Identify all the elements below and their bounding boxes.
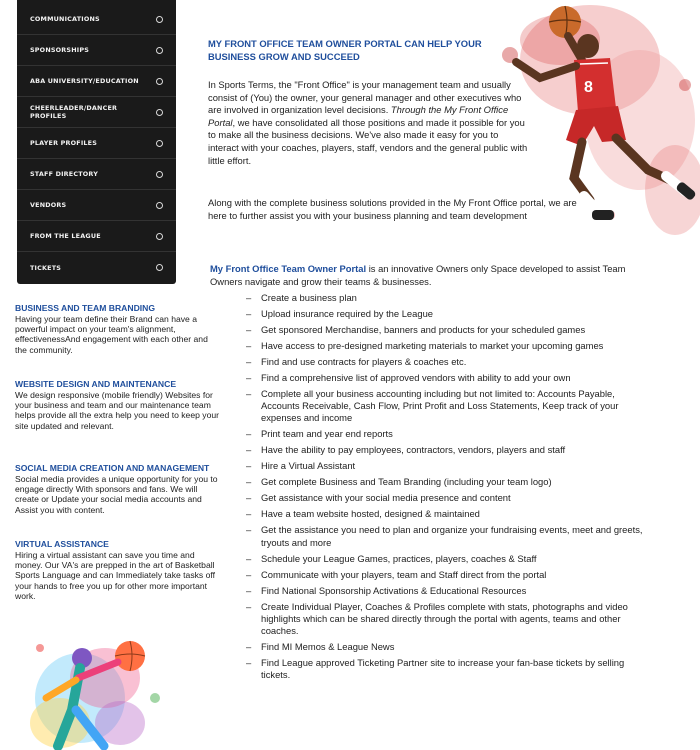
nav-item-label: FROM THE LEAGUE xyxy=(30,232,101,240)
service-text: Hiring a virtual assistant can save you time and money. Our VA's are prepped in the art of Basketball Sports Language and can Immediately take tasks off your hands to free you up for other more important work. xyxy=(15,549,216,602)
nav-item-tickets[interactable] xyxy=(17,252,176,283)
radio-circle-icon xyxy=(156,16,163,23)
intro-paragraph xyxy=(208,79,528,167)
service-website xyxy=(15,379,220,431)
colorful-player-illustration xyxy=(20,628,170,750)
nav-item-label: SPONSORSHIPS xyxy=(30,46,90,54)
radio-circle-icon xyxy=(156,202,163,209)
radio-circle-icon xyxy=(156,171,163,178)
nav-item-cheerleader-profiles[interactable] xyxy=(17,97,176,128)
nav-item-player-profiles[interactable] xyxy=(17,128,176,159)
feature-item: – Get the assistance you need to plan and organize your fundraising events, meet and greets, tryouts and more xyxy=(246,524,651,548)
radio-circle-icon xyxy=(156,264,163,271)
feature-item: – Have a team website hosted, designed & maintained xyxy=(246,508,651,520)
feature-item: – Have access to pre-designed marketing materials to market your upcoming games xyxy=(246,340,651,352)
feature-item: – Hire a Virtual Assistant xyxy=(246,460,651,472)
feature-item: – Get assistance with your social media presence and content xyxy=(246,492,651,504)
nav-item-vendors[interactable] xyxy=(17,190,176,221)
service-title: BUSINESS AND TEAM BRANDING xyxy=(15,303,156,313)
nav-item-sponsorships[interactable] xyxy=(17,35,176,66)
feature-item: – Find National Sponsorship Activations & Educational Resources xyxy=(246,585,651,597)
nav-item-label: VENDORS xyxy=(30,201,67,209)
radio-circle-icon xyxy=(156,233,163,240)
feature-item: – Find League approved Ticketing Partner site to increase your fan-base tickets by selling tickets. xyxy=(246,657,651,681)
feature-item: – Find and use contracts for players & coaches etc. xyxy=(246,356,651,368)
radio-circle-icon xyxy=(156,47,163,54)
nav-item-from-the-league[interactable] xyxy=(17,221,176,252)
nav-item-label: TICKETS xyxy=(30,263,62,272)
nav-item-label: STAFF DIRECTORY xyxy=(30,170,99,178)
service-text: We design responsive (mobile friendly) Websites for your business and team and our maintenance team helps provide all the extra help you need to keep your site updated and relevant. xyxy=(15,389,219,431)
service-text: Having your team define their Brand can have a powerful impact on your team's alignment, effectivenessAnd engagement with each other and the community. xyxy=(15,313,208,355)
top-faded-decoration xyxy=(312,0,382,4)
feature-item: – Create a business plan xyxy=(246,292,651,304)
radio-circle-icon xyxy=(156,109,163,116)
intro-text-part2: , we have consolidated all those positions and made it possible for you to make all the business decisions. We've also made it easy for you to interact with your coaches, players, staff, vendors and the general public with little effort. xyxy=(208,116,528,166)
intro-text-italic: Through the My Front Office Portal xyxy=(208,104,509,128)
feature-item: – Find MI Memos & League News xyxy=(246,641,651,653)
nav-item-staff-directory[interactable] xyxy=(17,159,176,190)
feature-item: – Get sponsored Merchandise, banners and products for your scheduled games xyxy=(246,324,651,336)
feature-item: – Get complete Business and Team Branding (including your team logo) xyxy=(246,476,651,488)
feature-item: – Find a comprehensive list of approved vendors with ability to add your own xyxy=(246,372,651,384)
service-title: VIRTUAL ASSISTANCE xyxy=(15,539,109,549)
feature-item: – Complete all your business accounting including but not limited to: Accounts Payable, Accounts Receivable, Cash Flow, Print Profit and Loss Statements, Keep track of your expenses and income xyxy=(246,388,651,425)
nav-item-label: ABA UNIVERSITY/EDUCATION xyxy=(30,77,139,85)
service-title: WEBSITE DESIGN AND MAINTENANCE xyxy=(15,379,177,389)
service-social-media xyxy=(15,463,220,515)
feature-item: – Print team and year end reports xyxy=(246,428,651,440)
page-headline: MY FRONT OFFICE TEAM OWNER PORTAL CAN HELP YOUR BUSINESS GROW AND SUCCEED xyxy=(208,38,482,62)
radio-circle-icon xyxy=(156,140,163,147)
radio-circle-icon xyxy=(156,78,163,85)
service-text: Social media provides a unique opportunity for you to engage directly With sponsors and fans. We will create or Update your social media accounts and Assist you with content. xyxy=(15,473,218,515)
nav-item-communications[interactable] xyxy=(17,0,176,35)
portal-intro xyxy=(210,262,650,288)
nav-item-label: PLAYER PROFILES xyxy=(30,139,98,147)
portal-intro-text: is an innovative Owners only Space developed to assist Team Owners navigate and grow their teams & businesses. xyxy=(210,263,626,287)
intro-paragraph-2: Along with the complete business solutions provided in the My Front Office portal, we are here to further assist you with your business planning and team development xyxy=(208,197,577,221)
feature-item: – Upload insurance required by the League xyxy=(246,308,651,320)
side-nav-menu xyxy=(17,0,176,284)
nav-item-label: COMMUNICATIONS xyxy=(30,15,100,23)
service-title: SOCIAL MEDIA CREATION AND MANAGEMENT xyxy=(15,463,210,473)
nav-item-label: CHEERLEADER/DANCER PROFILES xyxy=(30,104,118,120)
feature-item: – Communicate with your players, team and Staff direct from the portal xyxy=(246,569,651,581)
nav-item-aba-university[interactable] xyxy=(17,66,176,97)
service-branding xyxy=(15,303,220,355)
svg-text:8: 8 xyxy=(584,79,593,96)
intro-text-part1: In Sports Terms, the "Front Office" is your management team and usually consist of (You) the owner, your general manager and other executives who are involved in organization level decisions. xyxy=(208,79,522,116)
service-virtual-assistance xyxy=(15,539,220,602)
feature-item: – Schedule your League Games, practices, players, coaches & Staff xyxy=(246,553,651,565)
feature-item: – Create Individual Player, Coaches & Profiles complete with stats, photographs and video highlights which can be shared directly through the portal with agents, teams and other coaches. xyxy=(246,601,651,638)
portal-name-highlight: My Front Office Team Owner Portal xyxy=(210,263,367,274)
feature-list xyxy=(246,292,651,685)
feature-item: – Have the ability to pay employees, contractors, vendors, players and staff xyxy=(246,444,651,456)
